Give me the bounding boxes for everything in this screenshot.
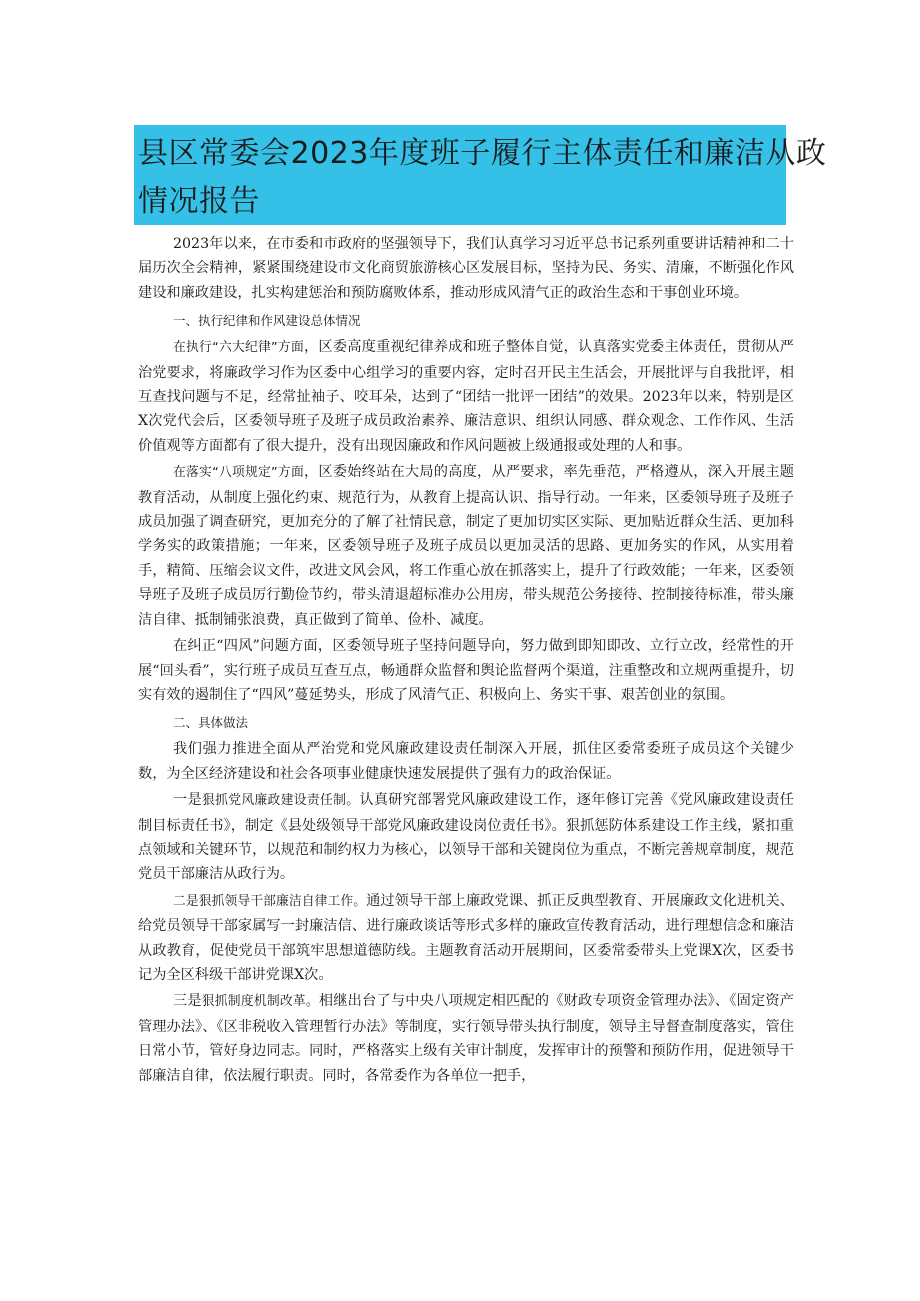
intro-paragraph: 2023年以来，在市委和市政府的坚强领导下，我们认真学习习近平总书记系列重要讲话精神和二十届历次全会精神，紧紧围绕建设市文化商贸旅游核心区发展目标，坚持为民、务实、清廉，不断强化作风建设和廉政建设，扎实构建惩治和预防腐败体系，推动形成风清气正的政治生态和干事创业环境。 [138, 236, 794, 301]
paragraph-body: ，区委高度重视纪律养成和班子整体自觉，认真落实党委主体责任，贯彻从严治党要求，将廉政学习作为区委中心组学习的重要内容，定时召开民主生活会，开展批评与自我批评，相互查找问题与不足，经常扯袖子、咬耳朵，达到了“团结一批评一团结”的效果。2023年以来，特别是区X次党代会后，区委领导班子及班子成员政治素养、廉洁意识、组织认同感、群众观念、工作作风、生活价值观等方面都有了很大提升，没有出现因廉政和作风问题被上级通报或处理的人和事。 [138, 339, 794, 454]
section2-intro-paragraph: 我们强力推进全面从严治党和党风廉政建设责任制深入开展，抓住区委常委班子成员这个关键少数，为全区经济建设和社会各项事业健康快速发展提供了强有力的政治保证。 [138, 741, 794, 782]
section1-heading: 一、执行纪律和作风建设总体情况 [173, 313, 361, 329]
section1-paragraph-four-winds: 在纠正“四风”问题方面，区委领导班子坚持问题导向，努力做到即知即改、立行立改，经常性的开展“回头看”，实行班子成员互查互点，畅通群众监督和舆论监督两个渠道，注重整改和立规两重提升，切实有效的遏制住了“四风”蔓延势头，形成了风清气正、积极向上、务实干事、艰苦创业的氛围。 [138, 638, 794, 703]
section2-heading: 二、具体做法 [173, 715, 249, 731]
section2-paragraph-responsibility [138, 788, 794, 887]
document-body [138, 232, 794, 1090]
paragraph-lead: 狠抓制度机制改革。 [201, 994, 319, 1010]
paragraph-lead: 狠抓党风廉政建设责任制。 [202, 793, 360, 809]
section2-paragraph-self-discipline [138, 889, 794, 988]
paragraph-body: ，区委始终站在大局的高度，从严要求，率先垂范，严格遵从，深入开展主题教育活动，从制度上强化约束、规范行为，从教育上提高认识、指导行动。一年来，区委领导班子及班子成员加强了调查研究，更加充分的了解了社情民意，制定了更加切实区实际、更加贴近群众生活、更加科学务实的政策措施；一年来，区委领导班子及班子成员以更加灵活的思路、更加务实的作风，从实用着手，精简、压缩会议文件，改进文风会风，将工作重心放在抓落实上，提升了行政效能；一年来，区委领导班子及班子成员厉行勤俭节约，带头清退超标准办公用房，带头规范公务接待、控制接待标准，带头廉洁自律、抵制铺张浪费，真正做到了简单、俭朴、减度。 [138, 464, 794, 628]
paragraph-lead: 二是狠抓领导干部廉洁自律工作。 [173, 893, 367, 909]
section1-paragraph-eight-rules [138, 460, 794, 632]
paragraph-lead: 在落实“八项规定”方面 [173, 465, 304, 481]
paragraph-body: 通过领导干部上廉政党课、抓正反典型教育、开展廉政文化进机关、给党员领导干部家属写一封廉洁信、进行廉政谈话等形式多样的廉政宣传教育活动，进行理想信念和廉洁从政教育，促使党员干部筑牢思想道德防线。主题教育活动开展期间，区委常委带头上党课X次，区委书记为全区科级干部讲党课X次。 [138, 892, 794, 983]
document-title-line1: 县区常委会2023年度班子履行主体责任和廉洁从政 [138, 136, 827, 171]
section2-paragraph-reform [138, 989, 794, 1088]
paragraph-prefix: 一是 [173, 792, 202, 809]
paragraph-prefix: 三是 [173, 993, 202, 1010]
document-title-line2: 情况报告 [138, 184, 260, 219]
paragraph-body: 认真研究部署党风廉政建设工作，逐年修订完善《党风廉政建设责任制目标责任书》，制定《县处级领导干部党风廉政建设岗位责任书》。狠抓惩防体系建设工作主线，紧扣重点领域和关键环节，以规范和制约权力为核心，以领导干部和关键岗位为重点，不断完善规章制度，规范党员干部廉洁从政行为。 [138, 792, 794, 883]
paragraph-body: 相继出台了与中央八项规定相匹配的《财政专项资金管理办法》、《固定资产管理办法》、《区非税收入管理暂行办法》等制度，实行领导带头执行制度，领导主导督查制度落实，管住日常小节，管好身边同志。同时，严格落实上级有关审计制度，发挥审计的预警和预防作用，促进领导干部廉洁自律，依法履行职责。同时，各常委作为各单位一把手， [138, 993, 794, 1084]
section1-paragraph-discipline [138, 335, 794, 458]
paragraph-lead: 在执行“六大纪律”方面 [173, 340, 304, 356]
